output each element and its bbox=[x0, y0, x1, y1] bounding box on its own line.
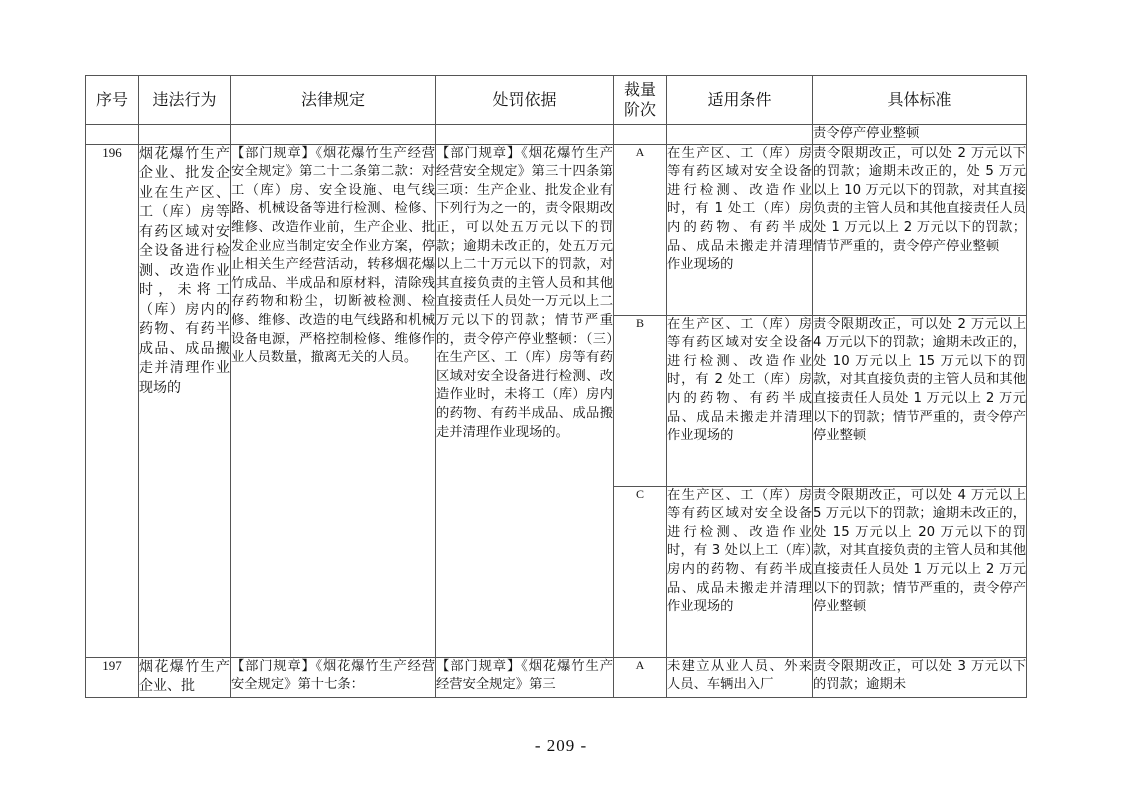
row-196-condition-b: 在生产区、工（库）房等有药区域对安全设备进行检测、改造作业时，有 2 处工（库）房内的药物、有药半成品、成品未搬走并清理作业现场的 bbox=[667, 315, 813, 486]
row-197-law: 【部门规章】《烟花爆竹生产经营安全规定》第十七条： bbox=[231, 657, 436, 697]
row-196-condition-a: 在生产区、工（库）房等有药区域对安全设备进行检测、改造作业时，有 1 处工（库）房内的药物、有药半成品、成品未搬走并清理作业现场的 bbox=[667, 144, 813, 315]
col-header-standard: 具体标准 bbox=[813, 76, 1027, 125]
col-header-penalty-basis: 处罚依据 bbox=[436, 76, 614, 125]
row-197-standard: 责令限期改正，可以处 3 万元以下的罚款；逾期未 bbox=[813, 657, 1027, 697]
table-row bbox=[86, 144, 1027, 315]
row-196-violation: 烟花爆竹生产企业、批发企业在生产区、工（库）房等有药区域对安全设备进行检测、改造作业时，未将工（库）房内的药物、有药半成品、成品搬走并清理作业现场的 bbox=[139, 144, 231, 657]
col-header-seq: 序号 bbox=[86, 76, 139, 125]
col-header-level: 裁量阶次 bbox=[614, 76, 667, 125]
row-196-standard-c: 责令限期改正，可以处 4 万元以上 5 万元以下的罚款；逾期未改正的，处 15 万元以上 20 万元以下的罚款，对其直接负责的主管人员和其他直接责任人员处 1 万元以上 2 万元以下的罚款；情节严重的，责令停产停业整顿 bbox=[813, 486, 1027, 657]
row-196-standard-b: 责令限期改正，可以处 2 万元以上 4 万元以下的罚款；逾期未改正的，处 10 万元以上 15 万元以下的罚款，对其直接负责的主管人员和其他直接责任人员处 1 万元以上 2 万元以下的罚款；情节严重的，责令停产停业整顿 bbox=[813, 315, 1027, 486]
row-196-penalty-basis: 【部门规章】《烟花爆竹生产经营安全规定》第三十四条第三项：生产企业、批发企业有下列行为之一的，责令限期改正，可以处五万元以下的罚款；逾期未改正的，处五万元以上二十万元以下的罚款，对其直接负责的主管人员和其他直接责任人员处一万元以上二万元以下的罚款；情节严重的，责令停产停业整顿：（三）在生产区、工（库）房等有药区域对安全设备进行检测、改造作业时，未将工（库）房内的药物、有药半成品、成品搬走并清理作业现场的。 bbox=[436, 144, 614, 657]
row-197-seq: 197 bbox=[86, 657, 139, 697]
row-196-level-b: B bbox=[614, 315, 667, 486]
table-row bbox=[86, 657, 1027, 697]
regulation-table bbox=[85, 75, 1027, 698]
row-196-standard-a: 责令限期改正，可以处 2 万元以下的罚款；逾期未改正的，处 5 万元以上 10 万元以下的罚款，对其直接负责的主管人员和其他直接责任人员处 1 万元以上 2 万元以下的罚款；情节严重的，责令停产停业整顿 bbox=[813, 144, 1027, 315]
continuation-cell-empty bbox=[86, 125, 139, 145]
continuation-cell-empty bbox=[667, 125, 813, 145]
continuation-cell-empty bbox=[614, 125, 667, 145]
row-196-level-c: C bbox=[614, 486, 667, 657]
continuation-row bbox=[86, 125, 1027, 145]
continuation-cell-empty bbox=[231, 125, 436, 145]
continuation-cell-empty bbox=[436, 125, 614, 145]
continuation-cell-empty bbox=[139, 125, 231, 145]
row-196-level-a: A bbox=[614, 144, 667, 315]
col-header-condition: 适用条件 bbox=[667, 76, 813, 125]
row-196-law: 【部门规章】《烟花爆竹生产经营安全规定》第二十二条第二款：对工（库）房、安全设施、电气线路、机械设备等进行检测、检修、维修、改造作业前，生产企业、批发企业应当制定安全作业方案，停止相关生产经营活动，转移烟花爆竹成品、半成品和原材料，清除残存药物和粉尘，切断被检测、检修、维修、改造的电气线路和机械设备电源，严格控制检修、维修作业人员数量，撤离无关的人员。 bbox=[231, 144, 436, 657]
header-row bbox=[86, 76, 1027, 125]
row-197-violation: 烟花爆竹生产企业、批 bbox=[139, 657, 231, 697]
col-header-violation: 违法行为 bbox=[139, 76, 231, 125]
row-197-penalty-basis: 【部门规章】《烟花爆竹生产经营安全规定》第三 bbox=[436, 657, 614, 697]
continuation-standard: 责令停产停业整顿 bbox=[813, 125, 1027, 145]
page-number: - 209 - bbox=[534, 736, 588, 755]
row-196-condition-c: 在生产区、工（库）房等有药区域对安全设备进行检测、改造作业时，有 3 处以上工（库）房内的药物、有药半成品、成品未搬走并清理作业现场的 bbox=[667, 486, 813, 657]
row-196-seq: 196 bbox=[86, 144, 139, 657]
col-header-law: 法律规定 bbox=[231, 76, 436, 125]
row-197-level: A bbox=[614, 657, 667, 697]
row-197-condition: 未建立从业人员、外来人员、车辆出入厂 bbox=[667, 657, 813, 697]
